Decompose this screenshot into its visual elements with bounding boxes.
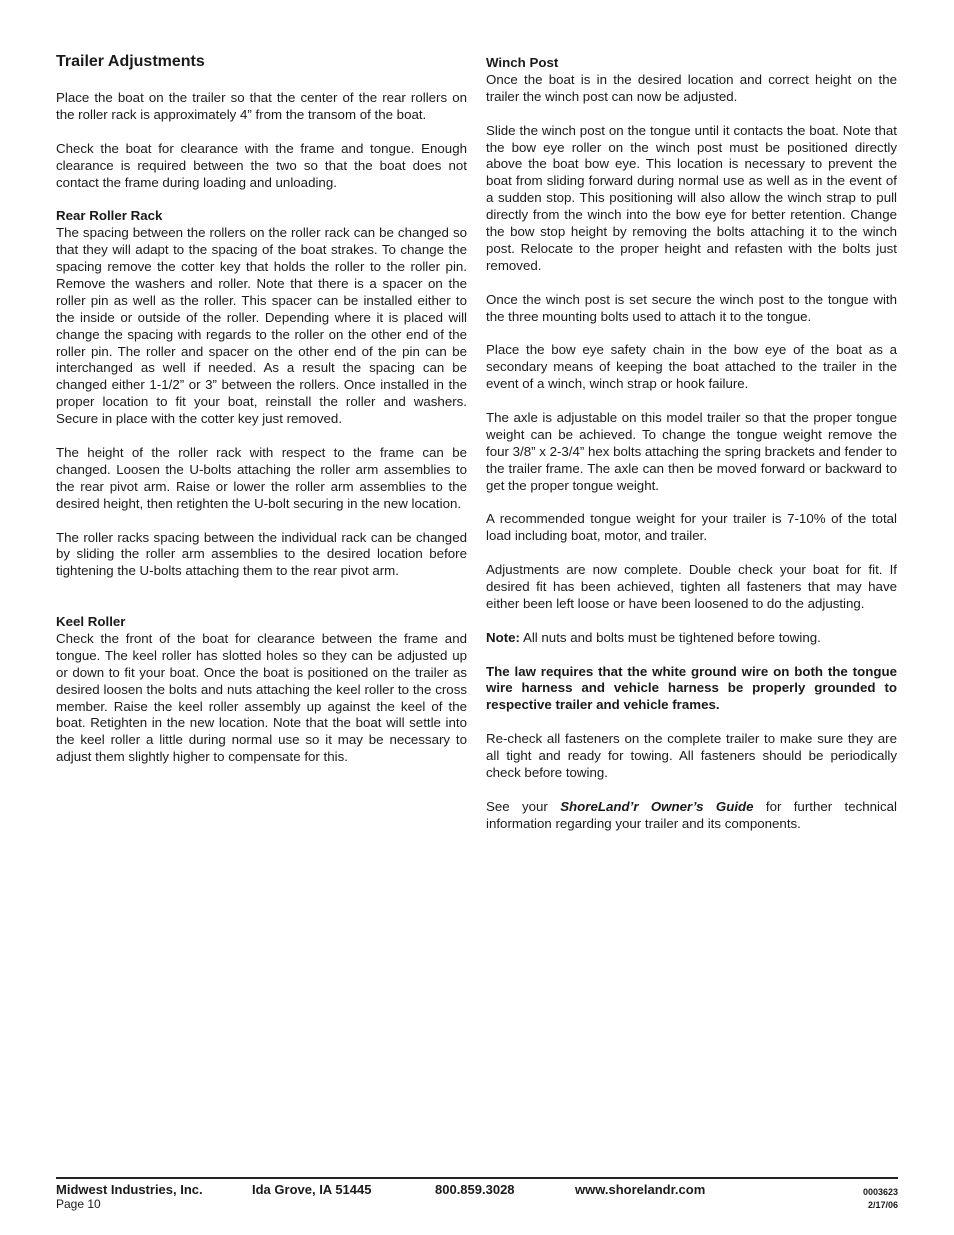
rear-roller-paragraph-2: The height of the roller rack with respect to the frame can be changed. Loosen the U-bolts attaching the roller arm assemblies to the rear pivot arm. Raise or lower the roller arm assemblies to the desired height, then retighten the U-bolt securing in the new location. [56, 444, 467, 511]
winch-post-heading: Winch Post [486, 55, 559, 70]
footer-phone: 800.859.3028 [435, 1182, 515, 1197]
guide-prefix: See your [486, 798, 561, 814]
note-text: All nuts and bolts must be tightened before towing. [519, 629, 821, 645]
intro-paragraph-1: Place the boat on the trailer so that the center of the rear rollers on the roller rack is approximately 4” from the transom of the boat. [56, 90, 467, 122]
tongue-weight-paragraph: A recommended tongue weight for your trailer is 7-10% of the total load including boat, motor, and trailer. [486, 511, 897, 544]
page-number: Page 10 [56, 1197, 101, 1211]
footer-city: Ida Grove, IA 51445 [252, 1182, 372, 1197]
left-column [56, 52, 467, 783]
recheck-paragraph: Re-check all fasteners on the complete trailer to make sure they are all tight and ready for towing. All fasteners should be periodically check before towing. [486, 731, 897, 780]
keel-roller-heading: Keel Roller [56, 614, 126, 630]
adjustments-complete-paragraph: Adjustments are now complete. Double check your boat for fit. If desired fit has been achieved, tighten all fasteners that may have either been left loose or have been loosened to do the adjusting. [486, 562, 897, 611]
footer-company: Midwest Industries, Inc. [56, 1182, 203, 1197]
document-code: 0003623 [862, 1187, 898, 1197]
guide-suffix: for further technical information regarding your trailer and its components. [486, 798, 897, 831]
winch-paragraph-3: Once the winch post is set secure the winch post to the tongue with the three mounting bolts used to attach it to the tongue. [486, 291, 897, 324]
note-label: Note: [486, 629, 520, 645]
footer-website: www.shorelandr.com [575, 1182, 706, 1197]
owners-guide-title: ShoreLand’r Owner’s Guide [560, 798, 754, 814]
intro-paragraph-2: Check the boat for clearance with the frame and tongue. Enough clearance is required between the two so that the boat does not contact the frame during loading and unloading. [56, 140, 467, 190]
winch-paragraph-2: Slide the winch post on the tongue until it contacts the boat. Note that the bow eye roller on the winch post must be positioned directly above the boat bow eye. This location is necessary to prevent the boat from sliding forward during normal use as well as in the event of a sudden stop. This positioning will also allow the winch strap to pull directly from the winch into the bow eye for better retention. Change the bow stop height by removing the bolts attaching it to the winch post. Relocate to the proper height and refasten with the bolts just removed. [486, 122, 897, 273]
winch-paragraph-4: Place the bow eye safety chain in the bow eye of the boat as a secondary means of keeping the boat attached to the trailer in the event of a winch, winch strap or hook failure. [486, 342, 897, 392]
owners-guide-paragraph [486, 799, 897, 833]
rear-roller-paragraph-3: The roller racks spacing between the individual rack can be changed by sliding the roller arm assemblies to the desired location before tightening the U-bolts attaching them to the rear pivot arm. [56, 529, 467, 579]
rear-roller-paragraph-1: The spacing between the rollers on the roller rack can be changed so that they will adapt to the spacing of the boat strakes. To change the spacing remove the cotter key that holds the roller to the roller pin. Remove the washers and roller. Note that there is a spacer on the roller pin as well as the roller. This spacer can be installed either to the inside or outside of the roller. Depending where it is placed will change the spacing with regards to the roller on the other end of the roller pin. The roller and spacer on the other end of the pin can be interchanged as well if needed. As a result the spacing can be changed either 1-1/2” or 3” between the rollers. Once installed in the proper location to fit your boat, reinstall the roller and washers. Secure in place with the cotter key just removed. [56, 225, 467, 427]
axle-paragraph: The axle is adjustable on this model trailer so that the proper tongue weight can be achieved. To change the tongue weight remove the four 3/8” x 2-3/4” hex bolts attaching the spring brackets and fender to the trailer frame. The axle can then be moved forward or backward to get the proper tongue weight. [486, 409, 897, 493]
section-title: Trailer Adjustments [56, 53, 205, 70]
right-column [486, 55, 897, 849]
document-date: 2/17/06 [867, 1200, 898, 1210]
rear-roller-rack-heading: Rear Roller Rack [56, 208, 163, 224]
keel-roller-paragraph: Check the front of the boat for clearance between the frame and tongue. The keel roller has slotted holes so they can be adjusted up or down to fit your boat. Once the boat is positioned on the trailer as desired loosen the bolts and nuts attaching the keel roller to the cross member. Raise the keel roller assembly up against the keel of the boat. Retighten in the new location. Note that the boat will settle into the keel roller a little during normal use so it may be necessary to adjust them slightly higher to compensate for this. [56, 630, 467, 765]
note-paragraph [486, 630, 897, 647]
winch-paragraph-1: Once the boat is in the desired location and correct height on the trailer the winch post can now be adjusted. [486, 71, 897, 104]
ground-wire-law-paragraph: The law requires that the white ground wire on both the tongue wire harness and vehicle harness be properly grounded to respective trailer and vehicle frames. [486, 663, 897, 713]
footer-divider [56, 1177, 898, 1179]
